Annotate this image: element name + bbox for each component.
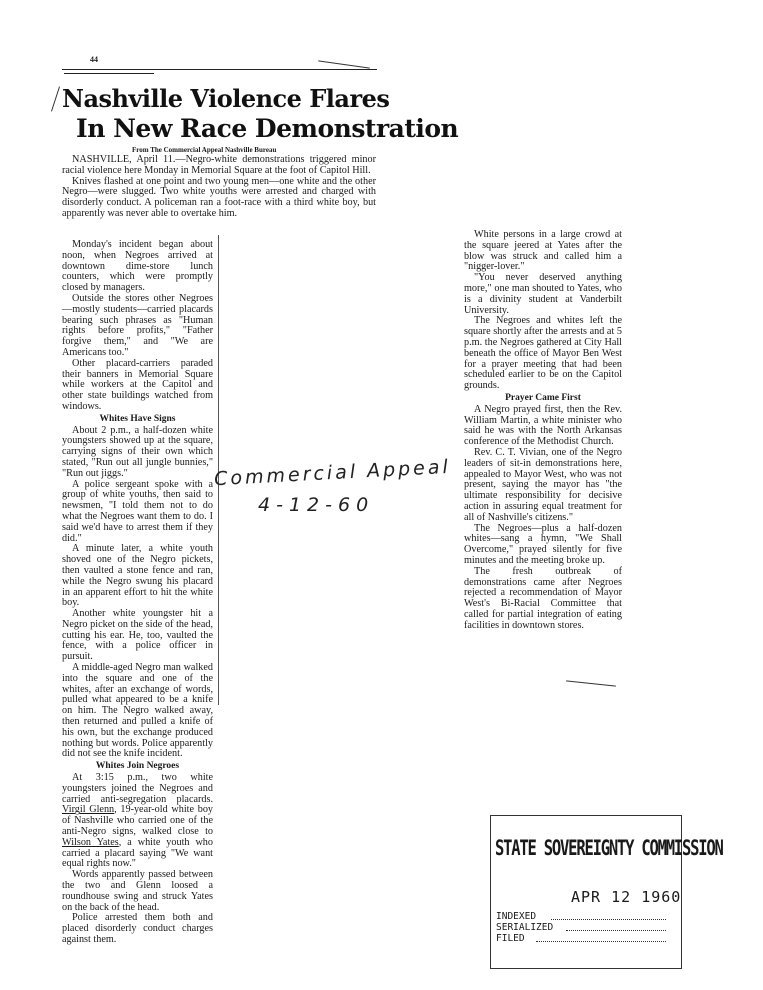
paragraph: A minute later, a white youth shoved one of the Negro pickets, then vaulted a stone fence and ran, while the Negro swung his placard in an apparent effort to hit the white boy.	[62, 543, 213, 609]
paragraph: A police sergeant spoke with a group of white youths, then said to newsmen, "I told them not to do what the Negroes want them to do. I said we'd have to arrest them if they did."	[62, 478, 213, 544]
subhead-whites-have-signs: Whites Have Signs	[99, 413, 176, 424]
text: , a white youth who carried a placard saying "We want equal rights now."	[62, 836, 213, 870]
stamp-line-serialized	[566, 930, 666, 931]
article-column-2	[464, 230, 622, 631]
paragraph: Police arrested them both and placed disorderly conduct charges against them.	[62, 912, 213, 945]
stamp-title: STATE SOVEREIGNTY COMMISSION	[495, 836, 723, 861]
headline-line-2: In New Race Demonstration	[76, 114, 459, 143]
bureau-credit: From The Commercial Appeal Nashville Bureau	[132, 146, 277, 154]
paragraph: White persons in a large crowd at the square jeered at Yates after the blow was struck and called him a "nigger-lover."	[464, 229, 622, 273]
paragraph: Other placard-carriers paraded their banners in Memorial Square while workers at the Capitol and other state buildings watched from windows.	[62, 357, 213, 412]
paragraph: The Negroes—plus a half-dozen whites—sang a hymn, "We Shall Overcome," prayed silently for five minutes and the meeting broke up.	[464, 522, 622, 566]
paragraph: About 2 p.m., a half-dozen white youngsters showed up at the square, carrying signs of their own which stated, "Run out all jungle bunnies," "Run out jiggs."	[62, 424, 213, 479]
stamp-filed: FILED	[496, 933, 525, 944]
end-mark	[566, 680, 616, 686]
stamp-line-filed	[536, 941, 666, 942]
underlined-name: Wilson Yates	[62, 836, 119, 848]
subhead-prayer-came-first: Prayer Came First	[505, 392, 581, 403]
paragraph: Rev. C. T. Vivian, one of the Negro leaders of sit-in demonstrations here, appealed to Mayor West, who was not present, saying the mayor has "the ultimate responsibility for decisive action in assuring equal treatment for all of Nashville's citizens."	[464, 446, 622, 523]
stamp-serialized: SERIALIZED	[496, 922, 554, 933]
paragraph-glenn	[62, 773, 213, 870]
text: At 3:15 p.m., two white youngsters joined the Negroes and carried anti-segregation placards.	[62, 772, 213, 805]
page-mark: 44	[90, 55, 98, 64]
lead-paragraph: Knives flashed at one point and two young men—one white and the other Negro—were slugged. Two white youths were arrested and charged with disorderly conduct. A policeman ran a foot-race with a third white boy, but apparently was never able to overtake him.	[62, 175, 376, 219]
paragraph: The Negroes and whites left the square shortly after the arrests and at 5 p.m. the Negroes gathered at City Hall beneath the office of Mayor Ben West for a prayer meeting that had been scheduled earlier to be on the Capitol grounds.	[464, 315, 622, 392]
paragraph: Another white youngster hit a Negro picket on the side of the head, cutting his ear. He, too, vaulted the fence, with a police officer in pursuit.	[62, 608, 213, 663]
handwritten-source: Commercial Appeal	[213, 455, 452, 491]
paragraph: Words apparently passed between the two and Glenn loosed a roundhouse swing and struck Yates on the back of the head.	[62, 869, 213, 913]
article-column-1	[62, 240, 213, 946]
stamp-date: APR 12 1960	[571, 888, 682, 906]
top-rule-2	[64, 73, 154, 74]
subhead-whites-join-negroes: Whites Join Negroes	[95, 761, 180, 772]
headline-line-1: Nashville Violence Flares	[62, 84, 390, 113]
paragraph: Monday's incident began about noon, when Negroes arrived at downtown dime-store lunch counters, which were promptly closed by managers.	[62, 239, 213, 294]
stamp-line-indexed	[551, 919, 666, 920]
underlined-name: Virgil Glenn	[62, 804, 115, 816]
top-rule	[62, 69, 377, 70]
lead-text	[62, 155, 376, 220]
paragraph: A Negro prayed first, then the Rev. William Martin, a white minister who said he was with the North Arkansas conference of the Methodist Church.	[464, 403, 622, 448]
paragraph: "You never deserved anything more," one man shouted to Yates, who is a divinity student at Vanderbilt University.	[464, 272, 622, 316]
commission-stamp	[490, 815, 723, 969]
headline-mark	[51, 86, 60, 111]
paragraph: A middle-aged Negro man walked into the square and one of the whites, after an exchange of words, pulled what appeared to be a knife on him. The Negro walked away, then returned and pulled a knife of his own, but the exchange produced nothing but words. Police apparently did not see the knife incident.	[62, 662, 213, 760]
paragraph: The fresh outbreak of demonstrations came after Negroes rejected a recommendation of Mayor West's Bi-Racial Committee that called for partial integration of eating facilities in downtown stores.	[464, 565, 622, 631]
lead-paragraph: NASHVILLE, April 11.—Negro-white demonstrations triggered minor racial violence here Monday in Memorial Square at the foot of Capitol Hill.	[62, 154, 376, 176]
handwritten-tick	[318, 60, 370, 68]
stamp-indexed: INDEXED	[496, 911, 537, 922]
paragraph: Outside the stores other Negroes—mostly students—carried placards bearing such phrases as "Human rights before profits," "Father forgive them," and "We are Americans too."	[62, 292, 213, 358]
text: , 19-year-old white boy of Nashville who carried one of the anti-Negro signs, walked close to	[62, 804, 214, 838]
handwritten-date: 4-12-60	[258, 494, 375, 516]
